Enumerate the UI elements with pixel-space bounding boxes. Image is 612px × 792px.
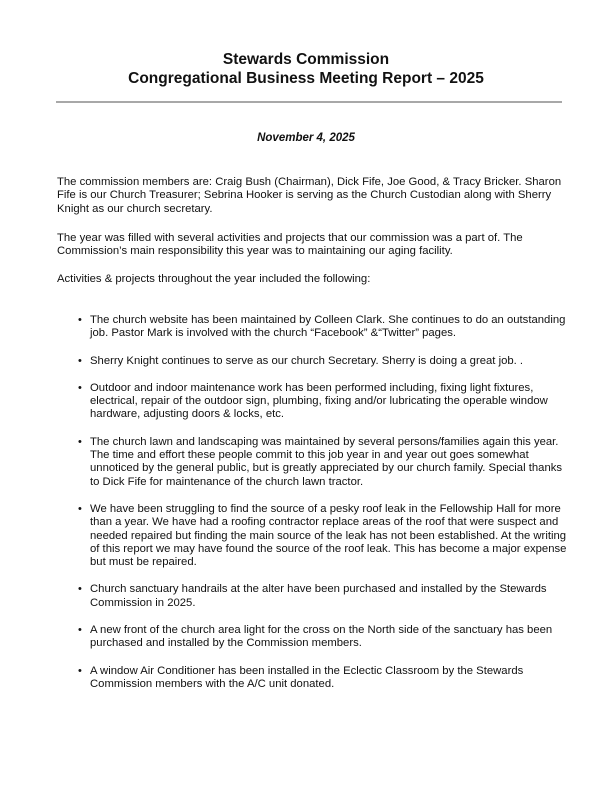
list-item: • The church website has been maintained by Colleen Clark. She continues to do an outstanding job. Pastor Mark is involved with the church “Facebook” &“Twitter” pages. [78,314,566,340]
list-item: • A new front of the church area light for the cross on the North side of the sanctuary has been purchased and installed by the Commission members. [78,624,553,650]
year-summary-paragraph: The year was filled with several activities and projects that our commission was a part of. The Commission’s main responsibility this year was to maintaining our aging facility. [57,232,523,258]
list-item: • A window Air Conditioner has been installed in the Eclectic Classroom by the Stewards Commission members with the A/C unit donated. [78,664,524,690]
list-item: • We have been struggling to find the source of a pesky roof leak in the Fellowship Hall for more than a year. We have had a roofing contractor replace areas of the roof that were suspect and needed repaired but finding the main source of the leak has not been established. At the writing of this report we may have found the source of the roof leak. This has become a major expense but must be repaired. [78,502,567,569]
bullet-icon: • [78,664,82,677]
bullet-icon: • [78,435,82,448]
header-divider [56,101,562,103]
bullet-icon: • [78,354,82,367]
document-title: Stewards Commission [222,51,390,68]
bullet-icon: • [78,624,82,637]
bullet-icon: • [78,502,82,515]
report-date: November 4, 2025 [257,132,355,144]
document-subtitle: Congregational Business Meeting Report – 2025 [128,70,484,87]
members-paragraph: The commission members are: Craig Bush (Chairman), Dick Fife, Joe Good, & Tracy Bricker. Sharon Fife is our Church Treasurer; Sebrina Hooker is serving as the Church Custodian along with Sherry Knight as our church secretary. [57,176,562,215]
list-item: • Outdoor and indoor maintenance work has been performed including, fixing light fixtures, electrical, repair of the outdoor sign, plumbing, fixing and/or lubricating the operable window hardware, adjusting doors & locks, etc. [78,381,548,421]
list-item: • Church sanctuary handrails at the alter have been purchased and installed by the Stewards Commission in 2025. [78,583,547,609]
list-item: • Sherry Knight continues to serve as our church Secretary. Sherry is doing a great job. . [78,354,524,367]
activities-list [57,314,567,705]
list-intro-paragraph: Activities & projects throughout the year included the following: [57,273,371,285]
bullet-icon: • [78,381,82,394]
bullet-icon: • [78,314,82,326]
list-item: • The church lawn and landscaping was maintained by several persons/families again this year. The time and effort these people commit to this job year in and year out goes somewhat unnoticed by the general public, but is greatly appreciated by our church family. Special thanks to Dick Fife for maintenance of the church lawn tractor. [78,435,563,488]
bullet-icon: • [78,583,82,596]
